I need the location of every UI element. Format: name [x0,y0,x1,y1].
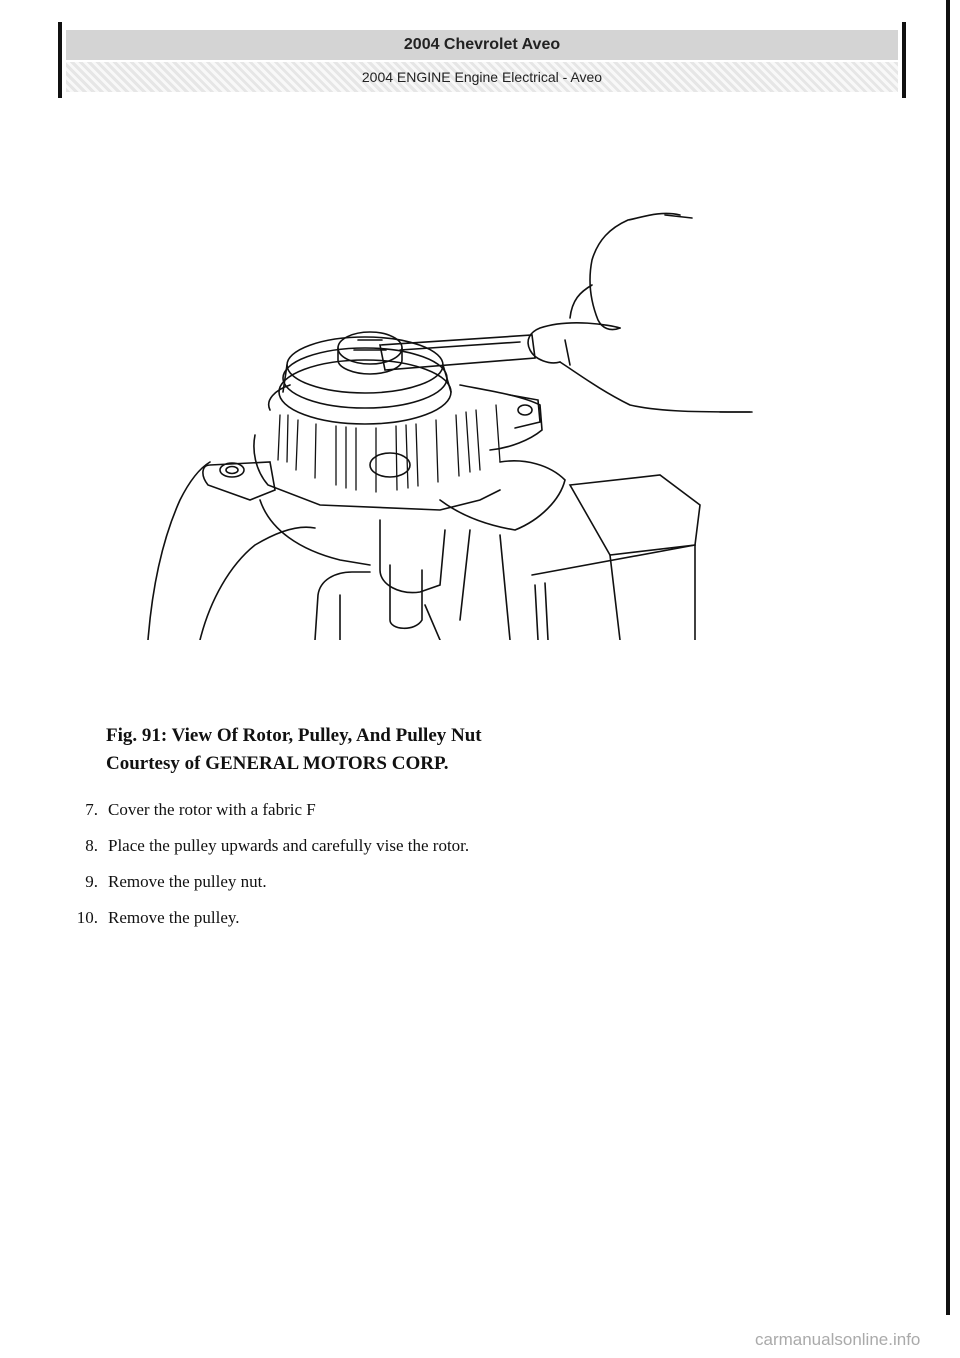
procedure-steps [56,792,469,936]
step-text: Remove the pulley nut. [108,872,267,891]
document-title: 2004 Chevrolet Aveo [66,30,898,60]
step-item [56,900,469,936]
figure-title: Fig. 91: View Of Rotor, Pulley, And Pulley Nut [106,725,482,746]
page-right-rule [946,0,950,1315]
figure-credit: Courtesy of GENERAL MOTORS CORP. [106,753,449,774]
figure-caption [106,722,482,778]
step-item [56,864,469,900]
site-watermark: carmanualsonline.info [755,1330,921,1349]
document-subtitle: 2004 ENGINE Engine Electrical - Aveo [66,62,898,92]
step-number: 7. [85,800,98,819]
step-item [56,792,469,828]
step-number: 8. [85,836,98,855]
header-frame-left [58,22,62,98]
header-frame-right [902,22,906,98]
step-item [56,828,469,864]
step-text: Remove the pulley. [108,908,240,927]
step-number: 10. [76,908,98,927]
step-number: 9. [85,872,98,891]
step-text: Place the pulley upwards and carefully vise the rotor. [108,836,470,855]
rotor-pulley-illustration [140,200,760,640]
step-text: Cover the rotor with a fabric F [108,800,316,819]
